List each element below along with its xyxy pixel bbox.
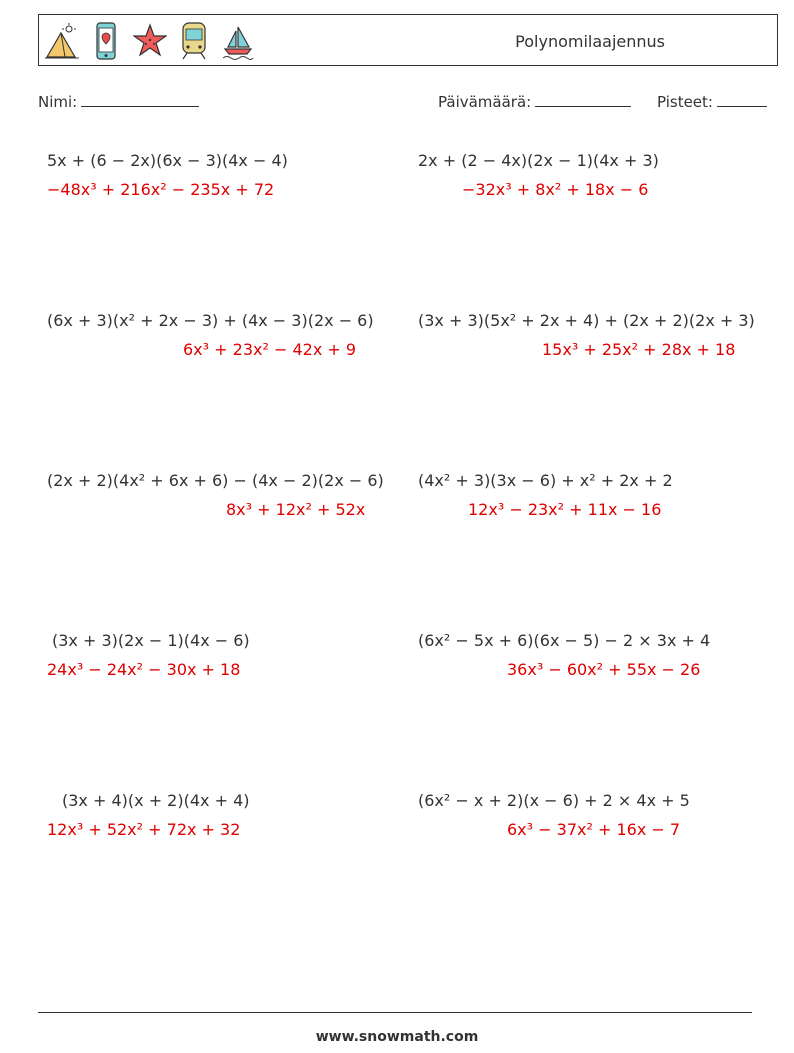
problem-8-question: (6x² − 5x + 6)(6x − 5) − 2 × 3x + 4 <box>418 631 711 650</box>
problem-9-question: (3x + 4)(x + 2)(4x + 4) <box>62 791 250 810</box>
problem-2-question: 2x + (2 − 4x)(2x − 1)(4x + 3) <box>418 151 659 170</box>
problem-7-question: (3x + 3)(2x − 1)(4x − 6) <box>52 631 250 650</box>
problem-8-answer: 36x³ − 60x² + 55x − 26 <box>507 660 701 679</box>
score-field <box>657 93 767 111</box>
problem-10-answer: 6x³ − 37x² + 16x − 7 <box>507 820 681 839</box>
problem-10-question: (6x² − x + 2)(x − 6) + 2 × 4x + 5 <box>418 791 690 810</box>
problem-5-question: (2x + 2)(4x² + 6x + 6) − (4x − 2)(2x − 6) <box>47 471 384 490</box>
date-blank[interactable] <box>535 94 631 107</box>
problem-6-answer: 12x³ − 23x² + 11x − 16 <box>468 500 662 519</box>
date-label: Päivämäärä: <box>438 93 532 111</box>
sailboat-icon <box>221 21 255 61</box>
problem-5-answer: 8x³ + 12x² + 52x <box>226 500 366 519</box>
problem-9-answer: 12x³ + 52x² + 72x + 32 <box>47 820 241 839</box>
header-icons <box>45 21 255 61</box>
name-field <box>38 93 199 111</box>
worksheet-title: Polynomilaajennus <box>515 32 665 51</box>
problem-1-question: 5x + (6 − 2x)(6x − 3)(4x − 4) <box>47 151 288 170</box>
date-field <box>438 93 631 111</box>
problem-7-answer: 24x³ − 24x² − 30x + 18 <box>47 660 241 679</box>
problem-6-question: (4x² + 3)(3x − 6) + x² + 2x + 2 <box>418 471 673 490</box>
starfish-icon <box>133 21 167 61</box>
worksheet-header <box>38 14 778 66</box>
name-label: Nimi: <box>38 93 78 111</box>
phone-location-icon <box>89 21 123 61</box>
problem-1-answer: −48x³ + 216x² − 235x + 72 <box>47 180 275 199</box>
footer-divider <box>38 1012 752 1013</box>
score-blank[interactable] <box>717 94 767 107</box>
problem-3-answer: 6x³ + 23x² − 42x + 9 <box>183 340 357 359</box>
footer-url[interactable]: www.snowmath.com <box>315 1029 479 1045</box>
problem-2-answer: −32x³ + 8x² + 18x − 6 <box>462 180 649 199</box>
problem-4-answer: 15x³ + 25x² + 28x + 18 <box>542 340 736 359</box>
score-label: Pisteet: <box>657 93 713 111</box>
problem-4-question: (3x + 3)(5x² + 2x + 4) + (2x + 2)(2x + 3) <box>418 311 755 330</box>
pyramid-icon <box>45 21 79 61</box>
name-blank[interactable] <box>81 94 199 107</box>
problem-3-question: (6x + 3)(x² + 2x − 3) + (4x − 3)(2x − 6) <box>47 311 374 330</box>
train-icon <box>177 21 211 61</box>
